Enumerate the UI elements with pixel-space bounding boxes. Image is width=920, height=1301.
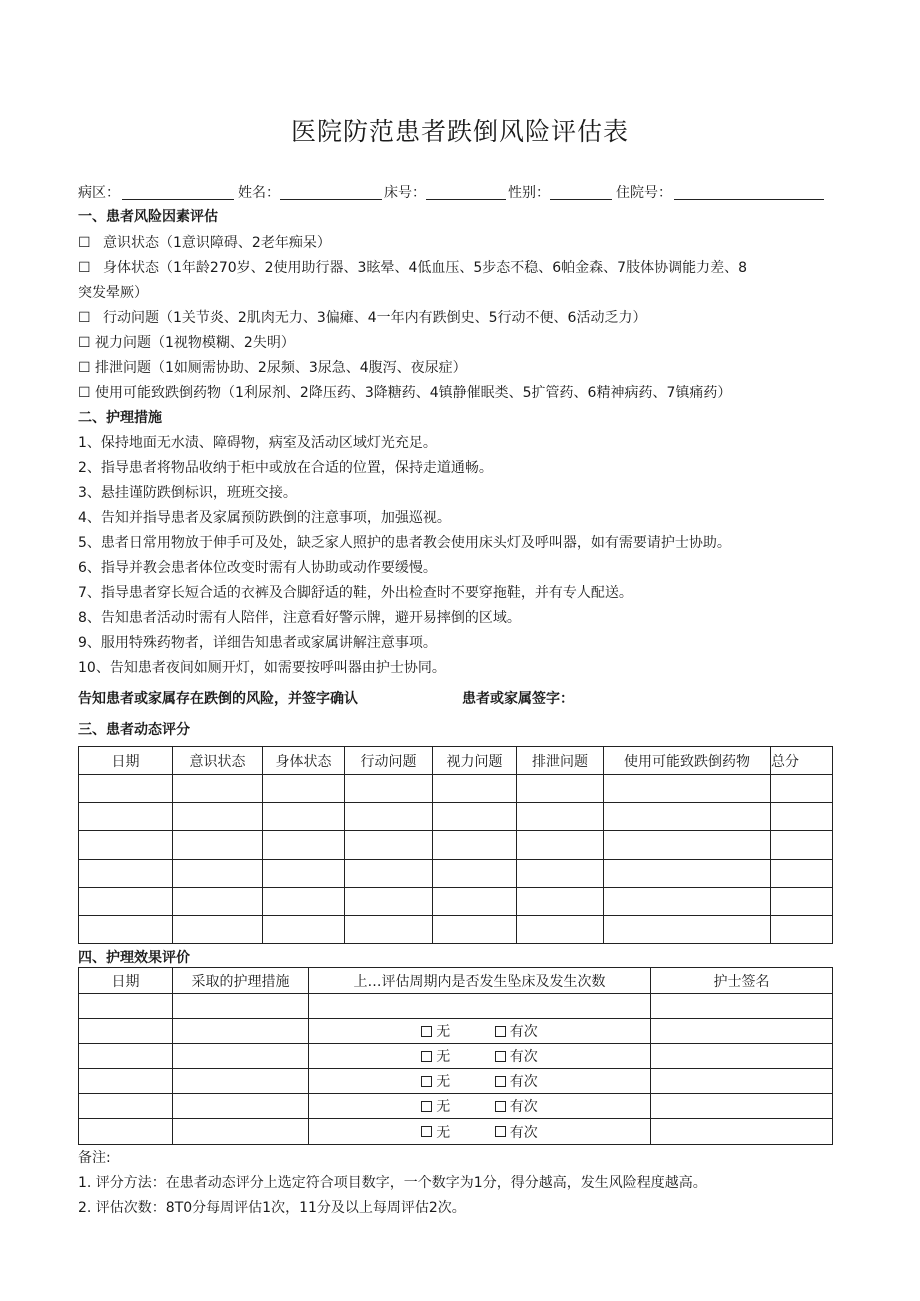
risk-item-vision[interactable]: ☐ 视力问题（1视物模糊、2失明） — [78, 335, 295, 351]
section1-heading: 一、患者风险因素评估 — [78, 209, 218, 225]
table-cell[interactable] — [345, 887, 433, 915]
measure-item: 9、服用特殊药物者，详细告知患者或家属讲解注意事项。 — [78, 635, 437, 651]
table-cell[interactable] — [263, 831, 345, 859]
table-cell[interactable] — [604, 859, 771, 887]
table-row — [79, 1019, 833, 1044]
option-none[interactable]: 无 — [421, 1046, 450, 1066]
table-cell[interactable] — [771, 831, 833, 859]
note-item: 1. 评分方法：在患者动态评分上选定符合项目数字，一个数字为1分，得分越高，发生风险程度越高。 — [78, 1175, 707, 1191]
table-cell[interactable] — [173, 915, 263, 943]
table-cell[interactable] — [263, 803, 345, 831]
table-cell[interactable] — [79, 775, 173, 803]
column-header: 采取的护理措施 — [173, 968, 309, 994]
table-cell[interactable] — [79, 1069, 173, 1094]
risk-item-physical-continuation: 突发晕厥） — [78, 285, 148, 301]
table-cell[interactable] — [771, 775, 833, 803]
table-row — [79, 915, 833, 943]
table-cell[interactable] — [173, 1019, 309, 1044]
section4-heading: 四、护理效果评价 — [78, 950, 190, 966]
risk-notice: 告知患者或家属存在跌倒的风险，并签字确认 — [78, 691, 358, 707]
table-row — [79, 859, 833, 887]
page-title: 医院防范患者跌倒风险评估表 — [290, 117, 629, 146]
measure-item: 3、悬挂谨防跌倒标识，班班交接。 — [78, 485, 297, 501]
table-cell[interactable] — [79, 859, 173, 887]
gender-field[interactable] — [550, 199, 612, 200]
checkbox-icon[interactable]: ☐ — [78, 260, 91, 276]
table-cell[interactable] — [771, 915, 833, 943]
column-header: 排泄问题 — [517, 747, 604, 775]
occurrence-cell — [309, 1044, 651, 1069]
table-cell[interactable] — [173, 859, 263, 887]
checkbox-icon[interactable] — [495, 1101, 506, 1112]
occurrence-cell — [309, 1119, 651, 1145]
table-cell[interactable] — [604, 887, 771, 915]
table-cell[interactable] — [173, 775, 263, 803]
table-cell[interactable] — [79, 994, 173, 1019]
checkbox-icon[interactable] — [421, 1126, 432, 1137]
table-cell[interactable] — [345, 775, 433, 803]
table-cell[interactable] — [771, 887, 833, 915]
checkbox-icon[interactable]: ☐ — [78, 235, 91, 251]
table-cell[interactable] — [345, 831, 433, 859]
signature-label: 患者或家属签字： — [462, 691, 574, 707]
note-item: 2. 评估次数：8T0分每周评估1次，11分及以上每周评估2次。 — [78, 1200, 466, 1216]
table-cell[interactable] — [433, 775, 517, 803]
table-cell[interactable] — [173, 1119, 309, 1145]
bed-label: 床号： — [384, 185, 426, 201]
table-cell[interactable] — [173, 994, 309, 1019]
column-header: 意识状态 — [173, 747, 263, 775]
admission-label: 住院号： — [616, 185, 672, 201]
option-yes[interactable]: 有次 — [495, 1096, 538, 1116]
table-cell[interactable] — [651, 1094, 833, 1119]
table-cell[interactable] — [79, 887, 173, 915]
table-cell[interactable] — [651, 1119, 833, 1145]
column-header: 上…评估周期内是否发生坠床及发生次数 — [309, 968, 651, 994]
table-cell[interactable] — [79, 831, 173, 859]
table-row — [79, 994, 833, 1019]
table-row — [79, 887, 833, 915]
ward-label: 病区： — [78, 185, 120, 201]
table-cell[interactable] — [263, 859, 345, 887]
checkbox-icon[interactable] — [421, 1101, 432, 1112]
column-header: 视力问题 — [433, 747, 517, 775]
care-evaluation-table — [78, 967, 833, 1145]
table-cell[interactable] — [173, 803, 263, 831]
option-none[interactable]: 无 — [421, 1096, 450, 1116]
option-yes[interactable]: 有次 — [495, 1122, 538, 1142]
gender-label: 性别： — [508, 185, 550, 201]
checkbox-icon[interactable] — [495, 1026, 506, 1037]
risk-item-mobility[interactable]: ☐ 行动问题（1关节炎、2肌肉无力、3偏瘫、4一年内有跌倒史、5行动不便、6活动乏力） — [78, 310, 647, 326]
table-cell[interactable] — [173, 1044, 309, 1069]
table-cell[interactable] — [309, 994, 651, 1019]
ward-field[interactable] — [122, 199, 234, 200]
measure-item: 2、指导患者将物品收纳于柜中或放在合适的位置，保持走道通畅。 — [78, 460, 493, 476]
table-cell[interactable] — [173, 831, 263, 859]
table-cell[interactable] — [517, 859, 604, 887]
measure-item: 8、告知患者活动时需有人陪伴，注意看好警示牌，避开易摔倒的区域。 — [78, 610, 521, 626]
table-cell[interactable] — [604, 775, 771, 803]
checkbox-icon[interactable] — [421, 1076, 432, 1087]
option-yes[interactable]: 有次 — [495, 1046, 538, 1066]
table-cell[interactable] — [604, 831, 771, 859]
table-row — [79, 1044, 833, 1069]
column-header: 身体状态 — [263, 747, 345, 775]
checkbox-icon[interactable] — [495, 1126, 506, 1137]
column-header: 行动问题 — [345, 747, 433, 775]
table-cell[interactable] — [517, 915, 604, 943]
table-cell[interactable] — [79, 1019, 173, 1044]
section3-heading: 三、患者动态评分 — [78, 722, 190, 738]
option-yes[interactable]: 有次 — [495, 1021, 538, 1041]
section2-heading: 二、护理措施 — [78, 410, 162, 426]
table-cell[interactable] — [345, 915, 433, 943]
risk-item-excretion[interactable]: ☐ 排泄问题（1如厕需协助、2尿频、3尿急、4腹泻、夜尿症） — [78, 360, 467, 376]
dynamic-score-table — [78, 746, 833, 944]
admission-field[interactable] — [674, 199, 824, 200]
table-row — [79, 831, 833, 859]
risk-item-medication[interactable]: ☐ 使用可能致跌倒药物（1利尿剂、2降压药、3降糖药、4镇静催眠类、5扩管药、6精神病药、7镇痛药） — [78, 385, 732, 401]
table-row — [79, 1094, 833, 1119]
table-cell[interactable] — [771, 803, 833, 831]
table-cell[interactable] — [604, 915, 771, 943]
table-cell[interactable] — [79, 915, 173, 943]
column-header: 总分 — [771, 747, 833, 775]
table-cell[interactable] — [173, 1069, 309, 1094]
risk-item-consciousness[interactable]: ☐ 意识状态（1意识障碍、2老年痴呆） — [78, 235, 331, 251]
table-row — [79, 803, 833, 831]
table-row — [79, 1119, 833, 1145]
table-row — [79, 1069, 833, 1094]
table-cell[interactable] — [173, 887, 263, 915]
table-header-row — [79, 747, 833, 775]
measure-item: 1、保持地面无水渍、障碍物，病室及活动区域灯光充足。 — [78, 435, 437, 451]
table-cell[interactable] — [345, 803, 433, 831]
table-cell[interactable] — [79, 803, 173, 831]
table-cell[interactable] — [433, 831, 517, 859]
option-none[interactable]: 无 — [421, 1071, 450, 1091]
measure-item: 4、告知并指导患者及家属预防跌倒的注意事项，加强巡视。 — [78, 510, 451, 526]
table-cell[interactable] — [517, 803, 604, 831]
option-none[interactable]: 无 — [421, 1122, 450, 1142]
table-row — [79, 775, 833, 803]
table-cell[interactable] — [345, 859, 433, 887]
table-cell[interactable] — [263, 887, 345, 915]
option-none[interactable]: 无 — [421, 1021, 450, 1041]
checkbox-icon[interactable]: ☐ — [78, 335, 91, 351]
name-field[interactable] — [280, 199, 382, 200]
table-cell[interactable] — [771, 859, 833, 887]
measure-item: 5、患者日常用物放于伸手可及处，缺乏家人照护的患者教会使用床头灯及呼叫器，如有需要请护士协助。 — [78, 535, 731, 551]
column-header: 日期 — [79, 968, 173, 994]
table-cell[interactable] — [79, 1119, 173, 1145]
table-cell[interactable] — [433, 915, 517, 943]
checkbox-icon[interactable] — [495, 1051, 506, 1062]
table-cell[interactable] — [433, 887, 517, 915]
checkbox-icon[interactable]: ☐ — [78, 385, 91, 401]
column-header: 护士签名 — [651, 968, 833, 994]
measure-item: 7、指导患者穿长短合适的衣裤及合脚舒适的鞋，外出检查时不要穿拖鞋，并有专人配送。 — [78, 585, 633, 601]
table-cell[interactable] — [651, 1044, 833, 1069]
name-label: 姓名： — [238, 185, 280, 201]
checkbox-icon[interactable]: ☐ — [78, 360, 91, 376]
table-header-row — [79, 968, 833, 994]
table-cell[interactable] — [173, 1094, 309, 1119]
table-cell[interactable] — [79, 1044, 173, 1069]
notes-heading: 备注: — [78, 1150, 111, 1166]
table-cell[interactable] — [263, 775, 345, 803]
checkbox-icon[interactable]: ☐ — [78, 310, 91, 326]
checkbox-icon[interactable] — [421, 1051, 432, 1062]
checkbox-icon[interactable] — [495, 1076, 506, 1087]
table-cell[interactable] — [433, 859, 517, 887]
table-cell[interactable] — [604, 803, 771, 831]
table-cell[interactable] — [651, 1019, 833, 1044]
bed-field[interactable] — [426, 199, 506, 200]
table-cell[interactable] — [517, 775, 604, 803]
table-cell[interactable] — [433, 803, 517, 831]
measure-item: 6、指导并教会患者体位改变时需有人协助或动作要缓慢。 — [78, 560, 437, 576]
table-cell[interactable] — [79, 1094, 173, 1119]
table-cell[interactable] — [517, 831, 604, 859]
occurrence-cell — [309, 1019, 651, 1044]
patient-info-row — [78, 180, 828, 202]
occurrence-cell — [309, 1094, 651, 1119]
measure-item: 10、告知患者夜间如厕开灯，如需要按呼叫器由护士协同。 — [78, 660, 446, 676]
table-cell[interactable] — [651, 1069, 833, 1094]
option-yes[interactable]: 有次 — [495, 1071, 538, 1091]
table-cell[interactable] — [263, 915, 345, 943]
risk-item-physical[interactable]: ☐ 身体状态（1年龄270岁、2使用助行器、3眩晕、4低血压、5步态不稳、6帕金森、7肢体协调能力差、8 — [78, 260, 747, 276]
table-cell[interactable] — [517, 887, 604, 915]
column-header: 日期 — [79, 747, 173, 775]
occurrence-cell — [309, 1069, 651, 1094]
column-header: 使用可能致跌倒药物 — [604, 747, 771, 775]
table-cell[interactable] — [651, 994, 833, 1019]
checkbox-icon[interactable] — [421, 1026, 432, 1037]
